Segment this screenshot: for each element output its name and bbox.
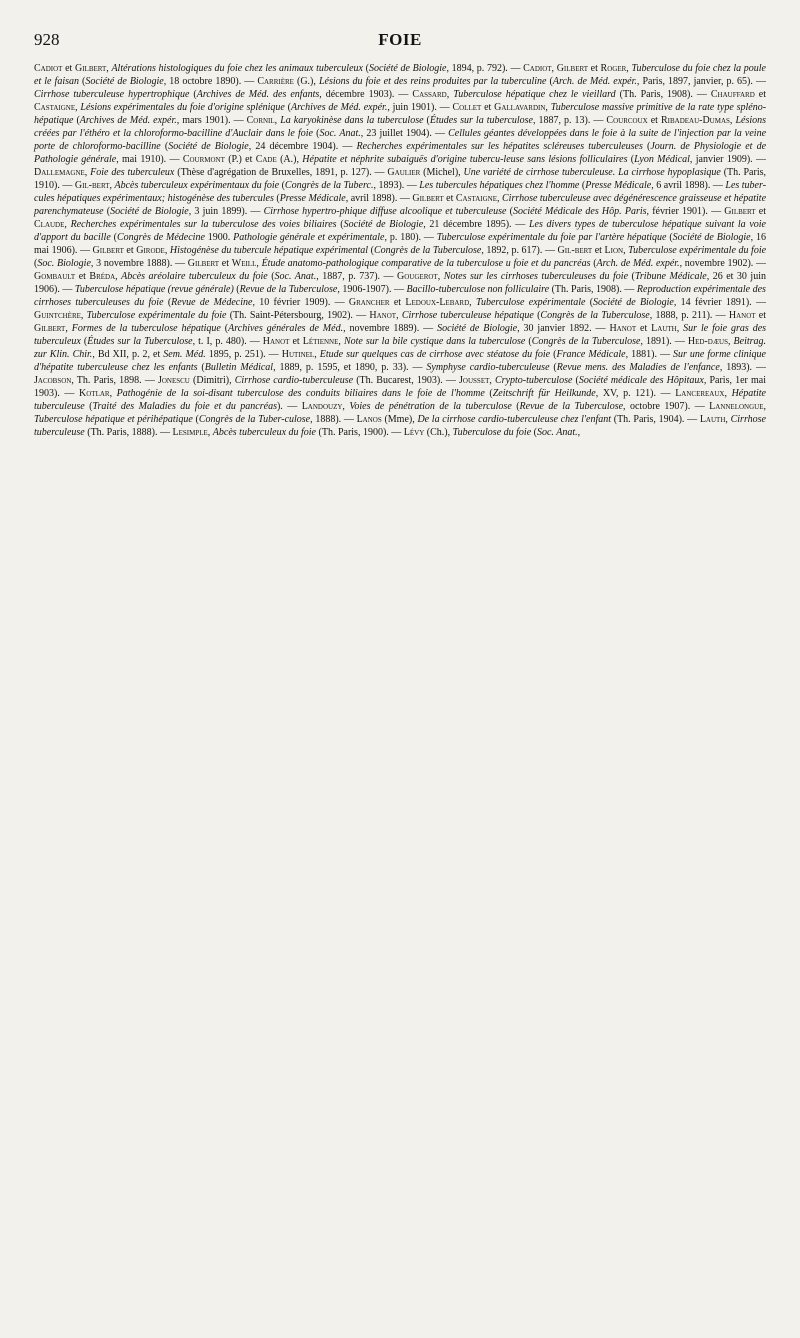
work-title: Etude sur quelques cas de cirrhose avec stéatose du foie: [319, 349, 551, 360]
author-name: Roger: [600, 63, 627, 74]
citation-text: ,: [545, 102, 551, 113]
citation-text: , avril 1898). —: [345, 193, 413, 204]
work-title: Société de Biologie: [168, 141, 249, 152]
citation-text: (Thèse d'agrégation de Bruxelles, 1891, p. 127). —: [174, 167, 388, 178]
citation-text: ,: [274, 115, 281, 126]
work-title: Les tubercules hépatiques chez l'homme: [419, 180, 580, 191]
author-name: Lauth: [699, 414, 726, 425]
citation-text: , Paris, 1er mai 1903). —: [34, 375, 767, 399]
work-title: Crypto-tuberculose: [495, 375, 573, 386]
citation-text: ,: [728, 336, 734, 347]
citation-text: , juin 1901). —: [387, 102, 453, 113]
citation-text: ,: [623, 245, 629, 256]
citation-text: , 1892, p. 617). —: [481, 245, 558, 256]
work-title: Sur une forme clinique d'hépatite tuberculeuse chez les enfants: [34, 349, 766, 373]
citation-text: ,: [115, 271, 122, 282]
author-name: Castaigne: [455, 193, 497, 204]
citation-text: (: [34, 258, 38, 269]
author-name: Jonescu: [157, 375, 190, 386]
citation-text: (Th. Paris, 1908). —: [615, 89, 711, 100]
citation-text: , mars 1901). —: [176, 115, 247, 126]
citation-text: (: [73, 115, 80, 126]
author-name: Bréda: [89, 271, 116, 282]
work-title: Archives de Méd. expér.: [291, 102, 388, 113]
citation-text: , 1888). —: [310, 414, 357, 425]
citation-text: (: [423, 115, 430, 126]
work-title: Lésions expérimentales du foie d'origine splénique: [80, 102, 285, 113]
citation-text: , 23 juillet 1904). —: [360, 128, 449, 139]
author-name: Hanot: [262, 336, 290, 347]
work-title: Recherches expérimentales sur la tuberculose des voies biliaires: [70, 219, 337, 230]
author-name: Guintchère: [34, 310, 81, 321]
citation-text: , novembre 1902). —: [679, 258, 767, 269]
citation-text: et: [62, 63, 75, 74]
author-name: Hed-dæus: [687, 336, 728, 347]
author-name: Claude: [34, 219, 65, 230]
citation-text: , 24 décembre 1904). —: [248, 141, 357, 152]
author-name: Collet: [452, 102, 482, 113]
work-title: Société de Biologie: [85, 76, 164, 87]
author-name: Ribadeau-Dumas: [660, 115, 730, 126]
citation-text: , 1887, p. 13). —: [533, 115, 607, 126]
bibliography-paragraph: [34, 62, 766, 439]
citation-text: (Th. Paris, 1904). —: [611, 414, 700, 425]
citation-text: ,: [577, 427, 581, 438]
citation-text: ,: [164, 245, 170, 256]
work-title: Arch. de Méd. expér.: [552, 76, 637, 87]
work-title: Études sur la tuberculose: [429, 115, 533, 126]
work-title: Reproduction expérimentale des cirrhoses tuberculeuses du foie: [34, 284, 766, 308]
citation-text: 1900.: [204, 232, 234, 243]
citation-text: , mai 1910). —: [116, 154, 183, 165]
citation-text: ,: [256, 258, 262, 269]
citation-text: (: [546, 76, 553, 87]
citation-text: , 1887, p. 737). —: [316, 271, 398, 282]
work-title: Abcès tuberculeux du foie: [212, 427, 316, 438]
citation-text: (: [627, 154, 635, 165]
citation-text: (: [550, 349, 557, 360]
work-title: Presse Médicale: [279, 193, 346, 204]
citation-text: ,: [724, 388, 732, 399]
citation-text: , 18 octobre 1890). —: [163, 76, 258, 87]
work-title: Voies de pénétration de la tuberculose: [349, 401, 512, 412]
work-title: Revue de Médecine: [171, 297, 253, 308]
author-name: Jousset: [459, 375, 490, 386]
citation-text: et: [443, 193, 456, 204]
work-title: Traité des Maladies du foie et du pancréas: [92, 401, 277, 412]
citation-text: (: [579, 180, 586, 191]
citation-text: ,: [626, 63, 632, 74]
author-name: Cornil: [246, 115, 275, 126]
author-name: Lion: [604, 245, 624, 256]
citation-text: (Th. Bucarest, 1903). —: [353, 375, 460, 386]
citation-text: (Th. Paris, 1910). —: [34, 167, 766, 191]
author-name: Weill: [231, 258, 257, 269]
citation-text: ,: [65, 323, 72, 334]
work-title: Cirrhose hypertro-phique diffuse alcoolique et tuberculeuse: [263, 206, 507, 217]
citation-text: (Th. Paris, 1908). —: [549, 284, 637, 295]
author-name: Hanot: [728, 310, 756, 321]
citation-text: , février 1901). —: [646, 206, 725, 217]
author-name: Cadiot: [34, 63, 63, 74]
citation-text: , 16 mai 1906). —: [34, 232, 766, 256]
citation-text: (: [531, 427, 537, 438]
citation-text: (P.) et: [224, 154, 256, 165]
citation-text: ,: [106, 63, 112, 74]
author-name: Gilbert: [34, 323, 66, 334]
author-name: Gilbert: [412, 193, 444, 204]
author-name: Hanot: [369, 310, 397, 321]
citation-text: (: [80, 336, 88, 347]
work-title: Soc. Biologie: [37, 258, 91, 269]
citation-text: , XV, p. 121). —: [595, 388, 676, 399]
work-title: Tuberculose expérimentale: [475, 297, 586, 308]
citation-text: , 1893). —: [719, 362, 766, 373]
citation-text: ,: [84, 167, 91, 178]
work-title: France Médicale: [556, 349, 626, 360]
work-title: Cirrhose tuberculeuse hypertrophique: [34, 89, 190, 100]
citation-text: et: [755, 206, 767, 217]
work-title: Cellules géantes développées dans le foie à la suite de l'injection par la veine porte de chloroformo-bacilline: [34, 128, 767, 152]
citation-text: et: [754, 89, 766, 100]
citation-text: (: [273, 193, 280, 204]
work-title: Congrès de la Tuber-culose: [198, 414, 311, 425]
citation-text: (A.),: [276, 154, 303, 165]
work-title: Sem. Méd.: [163, 349, 206, 360]
citation-text: , Paris, 1897, janvier, p. 65). —: [636, 76, 766, 87]
citation-text: , novembre 1889). —: [343, 323, 438, 334]
citation-text: (: [279, 180, 285, 191]
author-name: Lancereaux: [675, 388, 725, 399]
citation-text: (Mme),: [381, 414, 418, 425]
citation-text: (: [192, 414, 199, 425]
author-name: Hanot: [609, 323, 637, 334]
page-number: 928: [34, 30, 60, 49]
work-title: Études sur la Tuberculose: [87, 336, 193, 347]
citation-text: (: [312, 128, 320, 139]
citation-text: (: [525, 336, 532, 347]
citation-text: , Th. Paris, 1898. —: [71, 375, 158, 386]
work-title: Société de Biologie: [437, 323, 518, 334]
citation-text: , 1881). —: [625, 349, 674, 360]
work-title: Tuberculose hépatique et périhépatique: [34, 414, 193, 425]
citation-text: , Bd XII, p. 2, et: [92, 349, 164, 360]
work-title: Société de Biologie: [343, 219, 424, 230]
citation-text: et: [755, 310, 766, 321]
citation-text: ,: [64, 219, 71, 230]
author-name: Lannelongue: [709, 401, 764, 412]
work-title: Tribune Médicale: [634, 271, 707, 282]
citation-text: ,: [725, 414, 731, 425]
citation-text: (: [284, 102, 292, 113]
work-title: Hépatite tuberculeuse: [34, 388, 766, 412]
work-title: Formes de la tuberculose hépatique: [71, 323, 221, 334]
author-name: Gougerot: [397, 271, 438, 282]
citation-text: (: [533, 310, 541, 321]
citation-text: ,: [314, 349, 320, 360]
author-name: Lévy: [403, 427, 425, 438]
author-name: Girode: [136, 245, 165, 256]
author-name: Dallemagne: [34, 167, 85, 178]
citation-text: , 1894, p. 792). —: [446, 63, 524, 74]
citation-text: (: [506, 206, 513, 217]
citation-text: , janvier 1909). —: [689, 154, 766, 165]
citation-text: (: [79, 76, 86, 87]
work-title: Lésions du foie et des reins produites par la tuberculine: [318, 76, 547, 87]
citation-text: ,: [729, 115, 736, 126]
work-title: Hépatite et néphrite subaiguës d'origine tubercu-leuse sans lésions folliculaires: [302, 154, 628, 165]
citation-text: ). —: [276, 401, 302, 412]
citation-text: ,: [497, 193, 503, 204]
citation-text: (Th. Saint-Pétersbourg, 1902). —: [226, 310, 370, 321]
author-name: Carrière: [257, 76, 294, 87]
work-title: Revue mens. des Maladies de l'enfance: [556, 362, 720, 373]
citation-text: (: [368, 245, 374, 256]
work-title: Note sur la bile cystique dans la tuberculose: [343, 336, 526, 347]
citation-text: , 3 juin 1899). —: [188, 206, 264, 217]
citation-text: (Th. Paris, 1888). —: [84, 427, 173, 438]
author-name: Chauffard: [710, 89, 755, 100]
citation-text: et: [592, 245, 605, 256]
work-title: Congrès de la Tuberculose: [531, 336, 641, 347]
author-name: Létienne: [302, 336, 339, 347]
work-title: Tuberculose hépatique chez le vieillard: [453, 89, 616, 100]
citation-text: ,: [207, 427, 213, 438]
citation-text: (: [484, 388, 493, 399]
author-name: Grancher: [348, 297, 390, 308]
author-name: Gilbert: [74, 63, 107, 74]
work-title: Revue de la Tuberculose: [519, 401, 624, 412]
citation-text: , 26 et 30 juin 1906). —: [34, 271, 766, 295]
author-name: Lesimple: [172, 427, 208, 438]
work-title: Société médicale des Hôpitaux: [578, 375, 704, 386]
work-title: Tuberculose du foie chez la poule et le faisan: [34, 63, 766, 87]
work-title: Tuberculose du foie: [452, 427, 532, 438]
citation-text: , octobre 1907). —: [623, 401, 710, 412]
citation-text: , 1891). —: [640, 336, 688, 347]
author-name: Lauth: [651, 323, 677, 334]
work-title: Tuberculose expérimentale du foie: [628, 245, 767, 256]
work-title: Une variété de cirrhose tuberculeuse. La cirrhose hypoplasique: [463, 167, 721, 178]
citation-text: et: [588, 63, 601, 74]
author-name: Kotlar: [79, 388, 110, 399]
citation-text: (: [220, 323, 229, 334]
author-name: Jacobson: [34, 375, 72, 386]
citation-text: , 1889, p. 1595, et 1890, p. 33). —: [273, 362, 427, 373]
work-title: Foie des tuberculeux: [90, 167, 175, 178]
citation-text: , 3 novembre 1888). —: [90, 258, 188, 269]
citation-text: ,: [676, 323, 684, 334]
citation-text: ,: [75, 102, 81, 113]
author-name: Cade: [255, 154, 277, 165]
citation-text: (: [84, 401, 93, 412]
author-name: Ledoux-Lebard: [405, 297, 470, 308]
author-name: Courmont: [182, 154, 225, 165]
citation-text: , 10 février 1909). —: [252, 297, 349, 308]
work-title: Société de Biologie: [368, 63, 447, 74]
author-name: Gombault: [34, 271, 76, 282]
citation-text: 1895, p. 251). —: [205, 349, 282, 360]
citation-text: et: [219, 258, 232, 269]
work-title: Arch. de Méd. expér.: [596, 258, 680, 269]
citation-text: et: [481, 102, 495, 113]
work-title: Congrès de la Tuberc.: [284, 180, 374, 191]
work-title: Revue de la Tuberculose: [239, 284, 338, 295]
author-name: Gilbert: [92, 245, 124, 256]
citation-text: (: [572, 375, 579, 386]
work-title: Cirrhose cardio-tuberculeuse: [234, 375, 354, 386]
work-title: Archives de Méd. des enfants: [196, 89, 320, 100]
citation-text: ,: [338, 336, 344, 347]
citation-text: (: [267, 271, 275, 282]
citation-text: (Dimitri),: [189, 375, 235, 386]
citation-text: (: [336, 219, 344, 230]
work-title: Abcès aréolaire tuberculeux du foie: [121, 271, 268, 282]
author-name: Cadiot, Gilbert: [523, 63, 589, 74]
citation-text: et: [636, 323, 652, 334]
citation-text: et: [123, 245, 137, 256]
citation-text: (Ch.),: [424, 427, 453, 438]
citation-text: ,: [396, 310, 402, 321]
citation-text: (: [590, 258, 597, 269]
work-title: Cirrhose tuberculeuse avec dégénérescence graisseuse et hépatite parenchymateuse: [34, 193, 767, 217]
work-title: Cirrhose tuberculeuse hépatique: [401, 310, 534, 321]
author-name: Gilbert: [187, 258, 220, 269]
citation-text: (: [549, 362, 557, 373]
citation-text: , p. 180). —: [384, 232, 437, 243]
author-name: Gilbert: [724, 206, 756, 217]
work-title: Lésions créées par l'éthéro et la chloroformo-bacilline d'Auclair dans le foie: [34, 115, 766, 139]
work-title: Société de Biologie: [110, 206, 189, 217]
work-title: Société Médicale des Hôp. Paris: [512, 206, 647, 217]
citation-text: ,: [469, 297, 476, 308]
work-title: Symphyse cardio-tuberculeuse: [426, 362, 550, 373]
citation-text: ,: [109, 180, 115, 191]
citation-text: ,: [437, 271, 444, 282]
citation-text: (G.),: [293, 76, 319, 87]
work-title: De la cirrhose cardio-tuberculeuse chez l'enfant: [417, 414, 612, 425]
work-title: Cirrhose tuberculeuse: [34, 414, 766, 438]
work-title: Les tuber-cules hépatiques expérimentaux; histogénèse des tubercules: [34, 180, 767, 204]
citation-text: (: [511, 401, 520, 412]
citation-text: (: [628, 271, 635, 282]
work-title: Congrès de la Tuberculose: [540, 310, 650, 321]
work-title: Société de Biologie: [593, 297, 674, 308]
citation-text: ,: [80, 310, 87, 321]
author-name: Hutinel: [281, 349, 315, 360]
citation-text: (Th. Paris, 1900). —: [316, 427, 404, 438]
work-title: Tuberculose expérimentale du foie: [86, 310, 227, 321]
citation-text: , décembre 1903). —: [319, 89, 413, 100]
citation-text: , t. I, p. 480). —: [192, 336, 263, 347]
work-title: Les divers types de tuberculose hépatique suivant la voie d'apport du bacille: [34, 219, 766, 243]
citation-text: , 14 février 1891). —: [673, 297, 766, 308]
author-name: Courcoux: [606, 115, 648, 126]
citation-text: (: [666, 232, 673, 243]
citation-text: , 1906-1907). —: [337, 284, 407, 295]
work-title: Abcès tuberculeux expérimentaux du foie: [114, 180, 280, 191]
work-title: La karyokinèse dans la tuberculose: [280, 115, 424, 126]
work-title: Soc. Anat.: [536, 427, 578, 438]
citation-text: ,: [342, 401, 350, 412]
page-header: [34, 30, 766, 54]
work-title: Beitrag. zur Klin. Chir.: [34, 336, 767, 360]
author-name: Castaigne: [34, 102, 76, 113]
work-title: Notes sur les cirrhoses tuberculeuses du foie: [443, 271, 629, 282]
work-title: Soc. Anat.: [274, 271, 317, 282]
author-name: Gil-bert: [74, 180, 110, 191]
work-title: Bulletin Médical: [204, 362, 274, 373]
author-name: Lanos: [356, 414, 382, 425]
work-title: Société de Biologie: [672, 232, 751, 243]
citation-text: ,: [763, 401, 766, 412]
citation-text: (: [642, 141, 651, 152]
work-title: Histogénèse du tubercule hépatique expérimental: [169, 245, 369, 256]
citation-text: ,: [446, 89, 454, 100]
citation-text: ,: [489, 375, 496, 386]
work-title: Pathogénie de la soi-disant tuberculose des conduits biliaires dans le foie de l'homme: [116, 388, 485, 399]
work-title: Tuberculose massive primitive de la rate type spléno-hépatique: [34, 102, 767, 126]
citation-text: (Michel),: [420, 167, 464, 178]
work-title: Bacillo-tuberculose non folliculaire: [406, 284, 550, 295]
work-title: Altérations histologiques du foie chez les animaux tuberculeux: [111, 63, 363, 74]
work-title: Journ. de Physiologie et de Pathologie générale: [34, 141, 767, 165]
work-title: Archives générales de Méd.: [228, 323, 344, 334]
citation-text: , 1893). —: [373, 180, 420, 191]
work-title: Étude anatomo-pathologique comparative de la tuberculose u foie et du pancréas: [261, 258, 591, 269]
author-name: Gil-bert: [557, 245, 593, 256]
running-title: FOIE: [378, 30, 422, 49]
citation-text: , 30 janvier 1892. —: [517, 323, 610, 334]
citation-text: , 1888, p. 211). —: [649, 310, 729, 321]
author-name: Gaulier: [387, 167, 421, 178]
work-title: Presse Médicale: [585, 180, 652, 191]
work-title: Zeitschrift für Heilkunde: [492, 388, 596, 399]
citation-text: et: [647, 115, 661, 126]
citation-text: (: [103, 206, 111, 217]
citation-text: et: [389, 297, 406, 308]
work-title: Congrès de la Tuberculose: [374, 245, 482, 256]
work-title: Archives de Méd. expér.: [79, 115, 177, 126]
citation-text: (: [585, 297, 594, 308]
author-name: Gallavardin: [494, 102, 546, 113]
citation-text: (: [160, 141, 169, 152]
author-name: Cassard: [412, 89, 447, 100]
work-title: Recherches expérimentales sur les hépatites scléreuses tuberculeuses: [356, 141, 643, 152]
citation-text: (: [163, 297, 172, 308]
work-title: Pathologie générale et expérimentale: [233, 232, 385, 243]
citation-text: , 6 avril 1898). —: [651, 180, 726, 191]
work-title: Lyon Médical: [634, 154, 690, 165]
citation-text: ,: [109, 388, 117, 399]
citation-text: (: [189, 89, 197, 100]
citation-text: , 21 décembre 1895). —: [423, 219, 529, 230]
citation-text: (: [197, 362, 205, 373]
work-title: Tuberculose expérimentale du foie par l'artère hépatique: [436, 232, 667, 243]
citation-text: et: [289, 336, 303, 347]
author-name: Landouzy: [301, 401, 343, 412]
citation-text: (: [362, 63, 369, 74]
work-title: Sur le foie gras des tuberculeux: [34, 323, 767, 347]
work-title: Soc. Anat.: [319, 128, 361, 139]
citation-text: (: [233, 284, 240, 295]
work-title: Tuberculose hépatique (revue générale): [74, 284, 234, 295]
citation-text: (: [110, 232, 117, 243]
citation-text: et: [75, 271, 90, 282]
work-title: Congrès de Médecine: [116, 232, 205, 243]
